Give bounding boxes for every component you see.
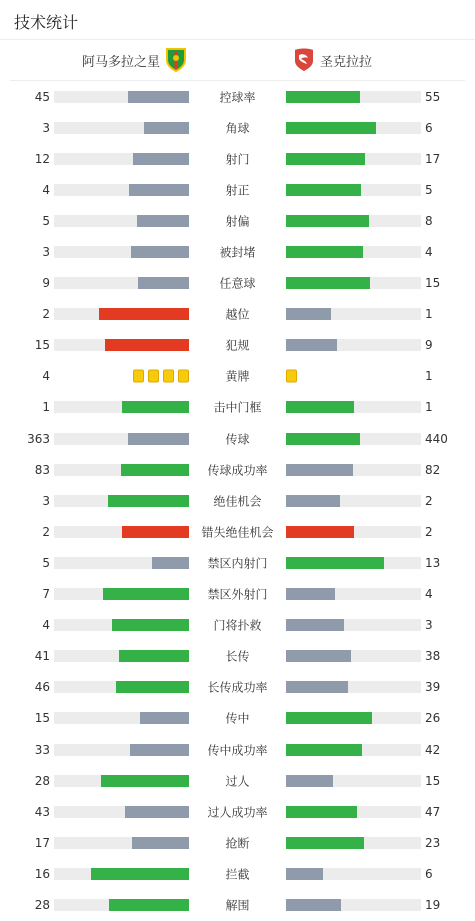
- home-stat-value: 12: [34, 151, 50, 166]
- stat-label: 绝佳机会: [213, 494, 262, 509]
- away-stat-value: 5: [425, 182, 433, 197]
- away-stat-bar-fill: [286, 401, 354, 413]
- away-stat-bar-fill: [286, 184, 361, 196]
- stat-row: [0, 236, 475, 267]
- home-stat-bar: [54, 526, 189, 538]
- stat-label: 解围: [225, 898, 250, 913]
- home-stat-bar-fill: [99, 308, 189, 320]
- home-stat-bar: [54, 712, 189, 724]
- away-stat-value: 6: [425, 866, 433, 881]
- away-stat-bar: [286, 122, 421, 134]
- home-stat-bar: [54, 868, 189, 880]
- away-stat-value: 440: [425, 431, 448, 446]
- home-stat-value: 43: [34, 804, 50, 819]
- stat-label: 黄牌: [225, 369, 250, 384]
- stat-label: 角球: [225, 121, 250, 136]
- home-team-name: 阿马多拉之星: [81, 54, 160, 70]
- stat-label: 射门: [225, 152, 250, 167]
- away-stat-bar-fill: [286, 712, 372, 724]
- away-stat-value: 6: [425, 120, 433, 135]
- away-stat-bar: [286, 868, 421, 880]
- home-stat-bar-fill: [132, 837, 189, 849]
- stat-row: [0, 703, 475, 734]
- away-stat-value: 42: [425, 742, 441, 757]
- away-stat-bar: [286, 526, 421, 538]
- home-stat-value: 45: [34, 89, 50, 104]
- away-yellow-cards: [286, 370, 301, 383]
- home-stat-bar-fill: [140, 712, 189, 724]
- stat-row: [0, 734, 475, 765]
- home-stat-value: 7: [42, 587, 50, 602]
- stat-row: [0, 454, 475, 485]
- home-stat-value: 28: [34, 897, 50, 912]
- away-stat-bar: [286, 806, 421, 818]
- home-stat-bar: [54, 277, 189, 289]
- home-stat-bar: [54, 557, 189, 569]
- home-stat-value: 363: [27, 431, 50, 446]
- yellow-card-icon: [286, 370, 297, 383]
- home-stat-bar: [54, 464, 189, 476]
- away-stat-value: 17: [425, 151, 441, 166]
- home-stat-bar-fill: [138, 277, 189, 289]
- stat-row: [0, 516, 475, 547]
- away-stat-value: 9: [425, 338, 433, 353]
- stat-label: 拦截: [225, 867, 250, 882]
- home-stat-bar-fill: [128, 433, 189, 445]
- home-stat-bar: [54, 153, 189, 165]
- page-title: 技术统计: [14, 13, 79, 32]
- stat-row: [0, 423, 475, 454]
- away-stat-bar: [286, 837, 421, 849]
- away-stat-bar-fill: [286, 277, 370, 289]
- home-stat-value: 4: [42, 618, 50, 633]
- away-stat-value: 1: [425, 369, 433, 384]
- stat-row: [0, 889, 475, 920]
- away-stat-bar-fill: [286, 495, 340, 507]
- stat-label: 长传: [225, 649, 250, 664]
- home-stat-bar-fill: [122, 526, 190, 538]
- home-stat-value: 41: [34, 649, 50, 664]
- home-stat-bar-fill: [131, 246, 189, 258]
- stat-row: [0, 858, 475, 889]
- stat-label: 射正: [225, 183, 250, 198]
- stat-row: [0, 268, 475, 299]
- stat-row: [0, 641, 475, 672]
- home-stat-bar-fill: [128, 91, 189, 103]
- home-stat-bar-fill: [152, 557, 190, 569]
- stat-row: [0, 174, 475, 205]
- away-stat-bar: [286, 401, 421, 413]
- home-stat-bar-fill: [130, 744, 189, 756]
- stat-label: 控球率: [219, 90, 256, 105]
- away-stat-bar: [286, 681, 421, 693]
- home-stat-bar: [54, 495, 189, 507]
- stat-row: [0, 827, 475, 858]
- home-stat-bar: [54, 122, 189, 134]
- stat-row: [0, 361, 475, 392]
- away-stat-value: 3: [425, 618, 433, 633]
- stat-label: 传球成功率: [207, 463, 268, 478]
- stat-row: [0, 485, 475, 516]
- away-stat-bar-fill: [286, 526, 354, 538]
- away-stat-value: 55: [425, 89, 441, 104]
- stat-label: 禁区内射门: [207, 556, 268, 571]
- yellow-card-icon: [148, 370, 159, 383]
- away-stat-bar-fill: [286, 246, 363, 258]
- stat-label: 禁区外射门: [207, 587, 268, 602]
- home-stat-value: 28: [34, 773, 50, 788]
- away-stat-bar: [286, 557, 421, 569]
- stat-row: [0, 765, 475, 796]
- home-stat-bar-fill: [116, 681, 189, 693]
- home-stat-bar: [54, 246, 189, 258]
- away-stat-value: 2: [425, 493, 433, 508]
- home-stat-bar-fill: [133, 153, 189, 165]
- stat-row: [0, 143, 475, 174]
- stat-row: [0, 112, 475, 143]
- stat-row: [0, 299, 475, 330]
- home-stat-bar-fill: [91, 868, 189, 880]
- away-stat-bar: [286, 495, 421, 507]
- home-stat-value: 17: [34, 835, 50, 850]
- home-stat-bar: [54, 899, 189, 911]
- away-stat-bar-fill: [286, 619, 344, 631]
- stat-label: 传中成功率: [207, 743, 268, 758]
- stats-header: [0, 0, 475, 40]
- stat-label: 被封堵: [219, 245, 256, 260]
- home-stat-bar: [54, 308, 189, 320]
- away-team-logo-icon: [293, 47, 315, 73]
- stat-row: [0, 81, 475, 112]
- home-stat-bar-fill: [119, 650, 189, 662]
- stat-label: 射偏: [225, 214, 250, 229]
- away-stat-value: 15: [425, 773, 441, 788]
- away-stat-bar: [286, 91, 421, 103]
- away-stat-value: 15: [425, 276, 441, 291]
- stat-label: 抢断: [225, 836, 250, 851]
- home-stat-bar: [54, 775, 189, 787]
- home-stat-bar-fill: [108, 495, 189, 507]
- away-stat-bar-fill: [286, 339, 337, 351]
- away-stat-value: 39: [425, 680, 441, 695]
- home-stat-value: 5: [42, 213, 50, 228]
- home-stat-bar-fill: [137, 215, 189, 227]
- home-stat-bar-fill: [112, 619, 189, 631]
- away-stat-bar: [286, 184, 421, 196]
- home-stat-value: 33: [34, 742, 50, 757]
- away-stat-value: 1: [425, 307, 433, 322]
- away-stat-value: 4: [425, 245, 433, 260]
- away-stat-bar-fill: [286, 153, 365, 165]
- away-stat-value: 47: [425, 804, 441, 819]
- stat-row: [0, 547, 475, 578]
- stat-row: [0, 796, 475, 827]
- home-stat-value: 2: [42, 524, 50, 539]
- away-stat-bar-fill: [286, 650, 351, 662]
- stats-list: [0, 81, 475, 921]
- home-stat-bar: [54, 619, 189, 631]
- teams-row: [10, 40, 465, 81]
- stat-row: [0, 579, 475, 610]
- stat-label: 错失绝佳机会: [201, 525, 274, 540]
- away-stat-bar: [286, 650, 421, 662]
- stat-label: 任意球: [219, 276, 256, 291]
- stat-label: 门将扑救: [213, 618, 262, 633]
- away-stat-bar: [286, 339, 421, 351]
- home-stat-value: 3: [42, 493, 50, 508]
- home-stat-value: 46: [34, 680, 50, 695]
- home-stat-value: 5: [42, 555, 50, 570]
- yellow-card-icon: [133, 370, 144, 383]
- home-stat-bar: [54, 339, 189, 351]
- home-stat-bar-fill: [144, 122, 189, 134]
- home-stat-bar-fill: [109, 899, 189, 911]
- home-stat-bar-fill: [121, 464, 189, 476]
- away-stat-value: 82: [425, 462, 441, 477]
- away-stat-bar-fill: [286, 122, 376, 134]
- home-stat-bar: [54, 837, 189, 849]
- home-yellow-cards: [129, 370, 189, 383]
- home-stat-value: 9: [42, 276, 50, 291]
- away-stat-value: 13: [425, 555, 441, 570]
- home-stat-value: 16: [34, 866, 50, 881]
- stat-row: [0, 610, 475, 641]
- away-stat-bar: [286, 712, 421, 724]
- home-stat-bar: [54, 806, 189, 818]
- home-stat-bar-fill: [129, 184, 189, 196]
- home-stat-value: 15: [34, 338, 50, 353]
- away-stat-bar: [286, 744, 421, 756]
- away-stat-bar-fill: [286, 868, 323, 880]
- home-stat-bar-fill: [103, 588, 189, 600]
- home-stat-bar-fill: [122, 401, 190, 413]
- away-stat-bar: [286, 433, 421, 445]
- away-stat-bar-fill: [286, 464, 353, 476]
- home-stat-bar: [54, 744, 189, 756]
- home-team[interactable]: [82, 40, 187, 80]
- away-stat-value: 38: [425, 649, 441, 664]
- away-stat-bar: [286, 308, 421, 320]
- away-stat-value: 4: [425, 587, 433, 602]
- stat-row: [0, 672, 475, 703]
- away-team-name: 圣克拉拉: [320, 54, 373, 70]
- stat-label: 传中: [225, 711, 250, 726]
- stat-label: 长传成功率: [207, 680, 268, 695]
- home-stat-bar: [54, 215, 189, 227]
- away-stat-bar: [286, 588, 421, 600]
- stat-row: [0, 330, 475, 361]
- home-stat-value: 15: [34, 711, 50, 726]
- away-stat-bar: [286, 215, 421, 227]
- stat-label: 过人: [225, 774, 250, 789]
- home-stat-bar: [54, 91, 189, 103]
- home-stat-bar: [54, 588, 189, 600]
- home-stat-value: 4: [42, 182, 50, 197]
- stat-row: [0, 392, 475, 423]
- home-stat-value: 83: [34, 462, 50, 477]
- away-stat-value: 23: [425, 835, 441, 850]
- away-stat-bar: [286, 277, 421, 289]
- away-stat-value: 2: [425, 524, 433, 539]
- home-stat-bar: [54, 184, 189, 196]
- home-stat-bar: [54, 433, 189, 445]
- away-stat-bar-fill: [286, 681, 348, 693]
- away-stat-bar: [286, 899, 421, 911]
- home-stat-bar: [54, 681, 189, 693]
- away-stat-value: 26: [425, 711, 441, 726]
- home-team-logo-icon: [165, 47, 187, 73]
- away-stat-bar: [286, 246, 421, 258]
- stat-label: 过人成功率: [207, 805, 268, 820]
- away-stat-bar-fill: [286, 806, 357, 818]
- home-stat-value: 3: [42, 245, 50, 260]
- away-stat-bar: [286, 464, 421, 476]
- away-stat-bar-fill: [286, 433, 360, 445]
- home-stat-bar-fill: [101, 775, 189, 787]
- away-stat-bar-fill: [286, 588, 335, 600]
- stat-label: 传球: [225, 432, 250, 447]
- home-stat-bar: [54, 401, 189, 413]
- home-stat-bar-fill: [125, 806, 190, 818]
- away-stat-bar-fill: [286, 837, 364, 849]
- away-stat-bar-fill: [286, 744, 362, 756]
- away-stat-bar: [286, 153, 421, 165]
- stat-label: 击中门框: [213, 400, 262, 415]
- away-stat-bar-fill: [286, 557, 384, 569]
- away-stat-value: 1: [425, 400, 433, 415]
- away-stat-bar-fill: [286, 91, 360, 103]
- away-stat-value: 19: [425, 897, 441, 912]
- stat-label: 越位: [225, 307, 250, 322]
- yellow-card-icon: [178, 370, 189, 383]
- away-stat-bar-fill: [286, 215, 369, 227]
- away-stat-value: 8: [425, 213, 433, 228]
- home-stat-bar: [54, 650, 189, 662]
- away-stat-bar: [286, 775, 421, 787]
- stat-label: 犯规: [225, 338, 250, 353]
- away-stat-bar-fill: [286, 899, 341, 911]
- home-stat-bar-fill: [105, 339, 189, 351]
- yellow-card-icon: [163, 370, 174, 383]
- away-stat-bar: [286, 619, 421, 631]
- home-stat-value: 2: [42, 307, 50, 322]
- away-team[interactable]: [293, 40, 372, 80]
- home-stat-value: 1: [42, 400, 50, 415]
- home-stat-value: 3: [42, 120, 50, 135]
- stat-row: [0, 205, 475, 236]
- away-stat-bar-fill: [286, 308, 331, 320]
- away-stat-bar-fill: [286, 775, 333, 787]
- home-stat-value: 4: [42, 369, 50, 384]
